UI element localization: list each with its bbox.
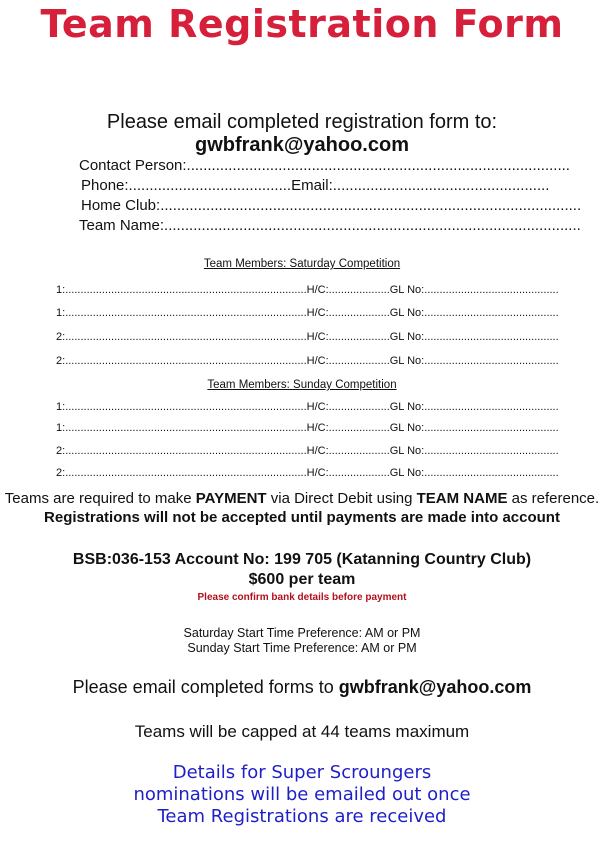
gl-field[interactable]: ............................................ [424,422,559,434]
member-row[interactable] [56,331,559,343]
gl-field[interactable]: ............................................ [424,355,559,367]
gl-field[interactable]: ............................................ [424,467,559,479]
home-club-field[interactable]: Home Club:..................................................................................................... [81,197,582,214]
member-row[interactable] [56,355,559,367]
hc-label: H/C: [306,284,329,296]
phone-field[interactable]: Phone:....................................... [81,177,292,194]
gl-label: GL No: [389,422,425,434]
email-forms-address: gwbfrank@yahoo.com [338,677,532,697]
member-row[interactable] [56,401,559,413]
super-scroungers-note [0,762,604,828]
intro-text: Please email completed registration form to: [106,111,498,133]
row-number: 1: [56,422,66,434]
hc-field[interactable]: .................... [328,355,390,367]
row-number: 2: [56,445,66,457]
contact-person-field[interactable]: Contact Person:............................................................................................ [79,157,570,174]
sunday-heading: Team Members: Sunday Competition [207,379,397,391]
bank-account: BSB:036-153 Account No: 199 705 (Katanning Country Club) [72,551,532,568]
gl-label: GL No: [389,401,425,413]
name-field[interactable]: ............................................................................... [65,467,307,479]
gl-label: GL No: [389,445,425,457]
bank-details [0,550,604,590]
gl-field[interactable]: ............................................ [424,401,559,413]
gl-field[interactable]: ............................................ [424,284,559,296]
row-number: 1: [56,284,66,296]
phone-email-row [81,177,549,194]
payment-text: via Direct Debit using [266,490,417,507]
member-row[interactable] [56,467,559,479]
hc-label: H/C: [306,445,329,457]
email-forms-line [0,677,604,698]
hc-label: H/C: [306,467,329,479]
name-field[interactable]: ............................................................................... [65,422,307,434]
name-field[interactable]: ............................................................................... [65,284,307,296]
email-forms-text: Please email completed forms to [72,677,339,697]
payment-text: as reference. [507,490,600,507]
name-field[interactable]: ............................................................................... [65,307,307,319]
sunday-time-pref: Sunday Start Time Preference: AM or PM [187,641,417,655]
form-title: Team Registration Form [40,2,564,46]
intro-line [0,111,604,157]
hc-label: H/C: [306,422,329,434]
email-field[interactable]: Email:.................................................... [291,177,550,194]
hc-field[interactable]: .................... [328,307,390,319]
hc-label: H/C: [306,331,329,343]
name-field[interactable]: ............................................................................... [65,355,307,367]
member-row[interactable] [56,307,559,319]
super-line-2: nominations will be emailed out once [133,784,471,805]
name-field[interactable]: ............................................................................... [65,331,307,343]
intro-email: gwbfrank@yahoo.com [195,134,409,156]
payment-line-1 [0,489,604,508]
team-cap-note: Teams will be capped at 44 teams maximum [134,722,470,741]
gl-label: GL No: [389,284,425,296]
gl-field[interactable]: ............................................ [424,445,559,457]
gl-field[interactable]: ............................................ [424,331,559,343]
hc-label: H/C: [306,355,329,367]
member-row[interactable] [56,422,559,434]
saturday-heading: Team Members: Saturday Competition [203,258,401,270]
gl-label: GL No: [389,331,425,343]
team-name-bold: TEAM NAME [416,490,508,507]
hc-label: H/C: [306,401,329,413]
start-time-preferences [0,626,604,656]
hc-field[interactable]: .................... [328,467,390,479]
name-field[interactable]: ............................................................................... [65,401,307,413]
hc-field[interactable]: .................... [328,445,390,457]
gl-label: GL No: [389,355,425,367]
payment-bold: PAYMENT [195,490,267,507]
name-field[interactable]: ............................................................................... [65,445,307,457]
gl-field[interactable]: ............................................ [424,307,559,319]
row-number: 2: [56,355,66,367]
confirm-notice: Please confirm bank details before payment [197,592,407,603]
payment-text: Teams are required to make [4,490,196,507]
team-price: $600 per team [248,571,356,588]
payment-line-2: Registrations will not be accepted until payments are made into account [44,509,560,526]
hc-field[interactable]: .................... [328,401,390,413]
super-line-1: Details for Super Scroungers [172,762,432,783]
row-number: 1: [56,307,66,319]
team-name-field[interactable]: Team Name:.................................................................................................... [79,217,581,234]
hc-label: H/C: [306,307,329,319]
row-number: 2: [56,467,66,479]
member-row[interactable] [56,445,559,457]
super-line-3: Team Registrations are received [157,806,447,827]
row-number: 1: [56,401,66,413]
saturday-time-pref: Saturday Start Time Preference: AM or PM [183,626,421,640]
row-number: 2: [56,331,66,343]
hc-field[interactable]: .................... [328,284,390,296]
gl-label: GL No: [389,307,425,319]
member-row[interactable] [56,284,559,296]
payment-instructions [0,489,604,527]
hc-field[interactable]: .................... [328,422,390,434]
hc-field[interactable]: .................... [328,331,390,343]
gl-label: GL No: [389,467,425,479]
